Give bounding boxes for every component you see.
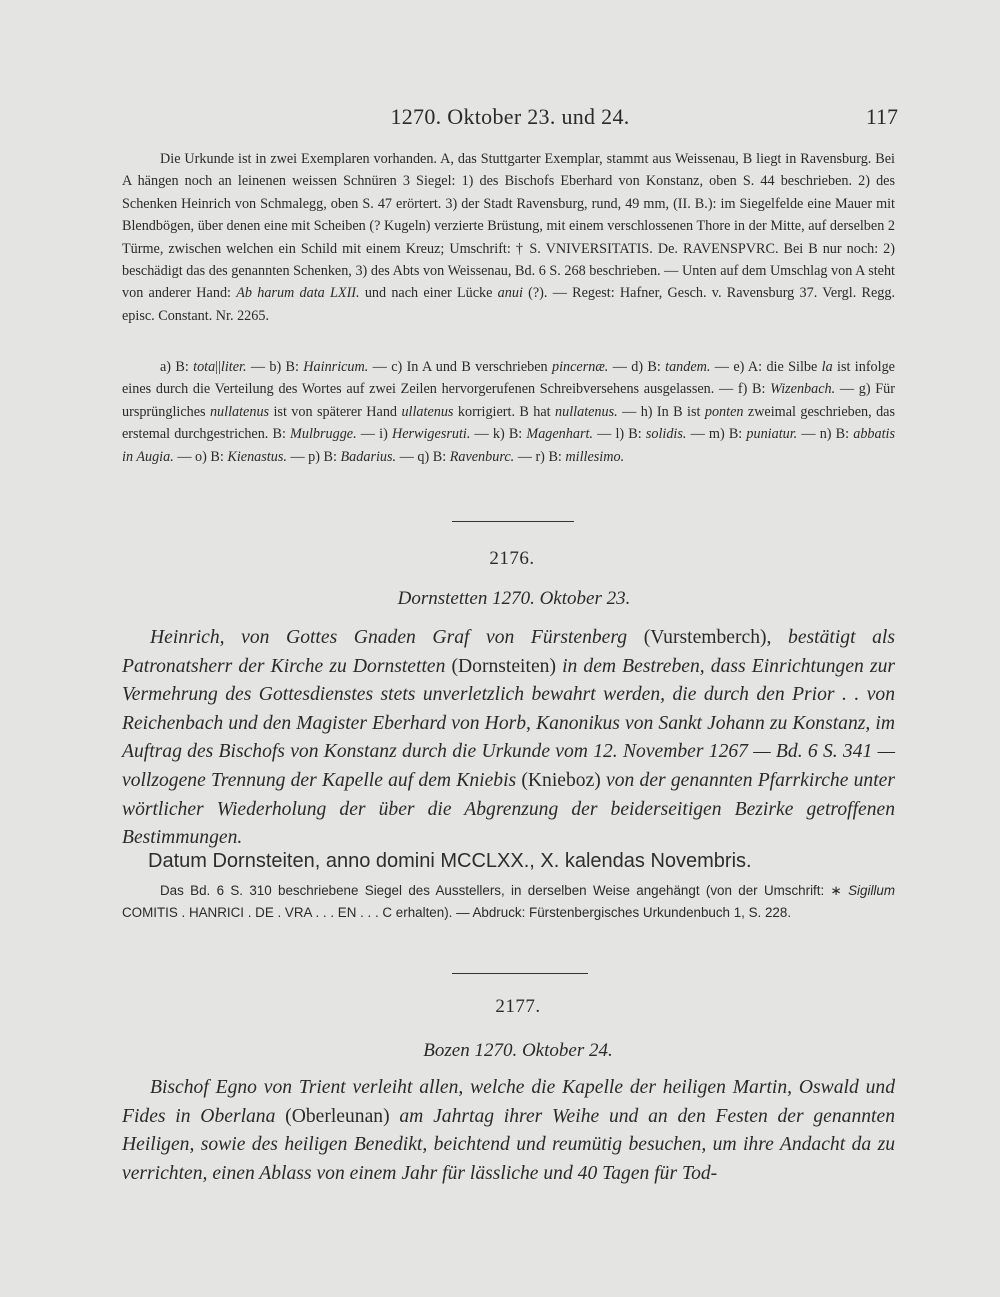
document-number: 2177. <box>495 996 541 1017</box>
text-segment: bestätigt als Patronatsherr der Kirche zu Dornstetten <box>122 627 896 677</box>
note-text: (?). — Regest: Hafner, Gesch. v. Ravensburg 37. Vergl. Regg. episc. Constant. Nr. 2265. <box>122 285 896 324</box>
italic-segment: abbatis in Augia. <box>122 426 895 465</box>
seal-notes <box>122 880 895 925</box>
italic-segment: Wizenbach. <box>770 381 836 398</box>
section-divider <box>452 973 588 974</box>
italic-segment: Badarius. <box>340 448 397 465</box>
document-number: 2176. <box>489 548 535 569</box>
text-segment: Das Bd. 6 S. 310 beschriebene Siegel des Ausstellers, in derselben Weise angehängt (von der Umschrift: ∗ <box>160 883 849 898</box>
upright-segment: (Oberleunan) <box>285 1105 390 1127</box>
text-segment: Heinrich, von Gottes Gnaden Graf von Fürstenberg <box>150 627 644 648</box>
place-date-heading: Bozen 1270. Oktober 24. <box>423 1040 613 1061</box>
text-segment: zweimal geschrieben, das erstemal durchgestrichen. B: <box>122 403 895 443</box>
page-number: 117 <box>865 104 898 129</box>
italic-segment: Kienastus. <box>227 448 287 465</box>
italic-segment: ponten <box>704 403 744 420</box>
seal-description-paragraph <box>122 148 895 327</box>
text-segment: am Jahrtag ihrer Weihe und an den Festen der genannten Heiligen, sowie des heiligen Benedikt, beichtend und reumütig besuchen, um ihre Andacht da zu verrichten, einen Ablass von einem Jahr für lässliche und 40 Tagen für Tod- <box>122 1105 895 1184</box>
note-text: Die Urkunde ist in zwei Exemplaren vorhanden. A, das Stuttgarter Exemplar, stammt aus Weissenau, B liegt in Ravensburg. Bei A hängen noch an leinenen weissen Schnüren 3 Siegel: 1) des Bischofs Eberhard von Konstanz, oben S. 44 beschrieben. 2) des Schenken Heinrich von Schmalegg, oben S. 47 erörtert. 3) der Stadt Ravensburg, rund, 49 mm, (II. B.): im Siegelfelde eine Mauer mit Blendbögen, über denen eine mit Scheiben (? Kugeln) verzierte Brüstung, mit einem verschlossenen Thore in der Mitte, auf derselben 2 Türme, zwischen welchen ein Schild mit einem Kreuz; Umschrift: † S. VNIVERSITATIS. De. RAVENSPVRC. Bei B nur noch: 2) beschädigt das des genannten Schenken, 3) des Abts von Weissenau, Bd. 6 S. 268 beschrieben. — Unten auf dem Umschlag von A steht von anderer Hand: <box>122 151 895 302</box>
italic-segment: Hainricum. <box>303 359 369 375</box>
italic-segment: tota <box>193 359 216 375</box>
text-segment: ist infolge eines durch die Verteilung des Wortes auf zwei Zeilen hervorgerufenen Schreibversehens ausgelassen. — f) B: <box>122 359 895 398</box>
text-segment: — l) B: <box>592 426 646 443</box>
regest-paragraph <box>122 624 895 853</box>
upright-segment: (Dornsteiten) <box>451 655 556 677</box>
section-divider <box>452 521 574 522</box>
text-segment: — e) A: die Silbe <box>710 359 822 375</box>
text-segment: — m) B: <box>686 426 747 443</box>
running-header <box>120 104 900 134</box>
text-segment: — b) B: <box>246 359 304 375</box>
text-segment: — p) B: <box>286 448 341 465</box>
italic-segment: millesimo. <box>565 448 625 465</box>
text-segment: — q) B: <box>396 448 450 465</box>
seal-notes-paragraph <box>122 880 895 925</box>
text-segment: — i) <box>356 426 392 443</box>
upright-segment: (Knieboz) <box>521 769 601 791</box>
text-segment: — o) B: <box>173 448 228 465</box>
italic-segment: Mulbrugge. <box>290 426 357 443</box>
italic-segment: la <box>821 359 833 375</box>
place-date-heading: Dornstetten 1270. Oktober 23. <box>397 588 631 609</box>
variant-readings-notes <box>122 356 895 468</box>
text-segment: Bischof Egno von Trient verleiht allen, welche die Kapelle der heiligen Martin, Oswald und Fides in Oberlana <box>122 1077 895 1127</box>
variant-readings-paragraph <box>122 356 895 468</box>
text-segment: in dem Bestreben, dass Einrichtungen zur Vermehrung des Gottesdienstes stets unverletzlich bewahrt werden, die durch den Prior . . von Reichenbach und den Magister Eberhard von Horb, Kanonikus von Sankt Johann zu Konstanz, im Auftrag des Bischofs von Konstanz durch die Urkunde vom 12. November 1267 — Bd. 6 S. 341 — vollzogene Trennung der Kapelle auf dem Kniebis <box>122 655 895 791</box>
seal-description-notes <box>122 148 895 327</box>
italic-segment: ullatenus <box>401 403 454 420</box>
text-segment: COMITIS . HANRICI . DE . VRA . . . EN . . . C erhalten). — Abdruck: Fürstenbergisches Urkundenbuch 1, S. 228. <box>122 905 792 921</box>
note-italic-text: anui <box>497 285 523 302</box>
italic-segment: Magenhart. <box>526 426 593 443</box>
text-segment: von der genannten Pfarrkirche unter wörtlicher Wiederholung der über die Abgrenzung der beiderseitigen Bezirke getroffenen Bestimmungen. <box>122 769 895 849</box>
italic-segment: nullatenus <box>209 403 270 420</box>
italic-segment: Ravenburc. <box>449 448 515 465</box>
regest-paragraph <box>122 1074 895 1188</box>
upright-segment: (Vurstemberch), <box>643 627 772 648</box>
text-segment: — r) B: <box>514 448 566 465</box>
text-segment: — n) B: <box>797 426 854 443</box>
note-italic-text: Ab harum data LXII. <box>236 285 360 302</box>
italic-segment: puniatur. <box>746 426 798 443</box>
italic-segment: Herwigesruti. <box>391 426 471 443</box>
italic-segment: solidis. <box>645 426 687 443</box>
italic-segment: Sigillum <box>848 883 895 898</box>
text-segment: || <box>215 359 221 375</box>
text-segment: — k) B: <box>470 426 527 443</box>
running-title: 1270. Oktober 23. und 24. <box>390 104 630 129</box>
text-segment: — c) In A und B verschrieben <box>368 359 552 375</box>
italic-segment: tandem. <box>665 359 711 375</box>
text-segment: — d) B: <box>608 359 666 375</box>
note-text: und nach einer Lücke <box>364 285 493 302</box>
text-segment: a) B: <box>160 359 194 375</box>
regest-summary <box>122 1074 895 1188</box>
italic-segment: liter. <box>220 359 247 375</box>
text-segment: korrigiert. B hat <box>453 403 556 420</box>
text-segment: — g) Für ursprüngliches <box>122 381 896 420</box>
regest-summary <box>122 624 895 853</box>
text-segment: ist von späterer Hand <box>269 403 402 420</box>
datum-line: Datum Dornsteiten, anno domini MCCLXX., X. kalendas Novembris. <box>148 850 752 872</box>
text-segment: — h) In B ist <box>617 403 705 420</box>
italic-segment: pincernæ. <box>552 359 609 375</box>
italic-segment: nullatenus. <box>555 403 618 420</box>
